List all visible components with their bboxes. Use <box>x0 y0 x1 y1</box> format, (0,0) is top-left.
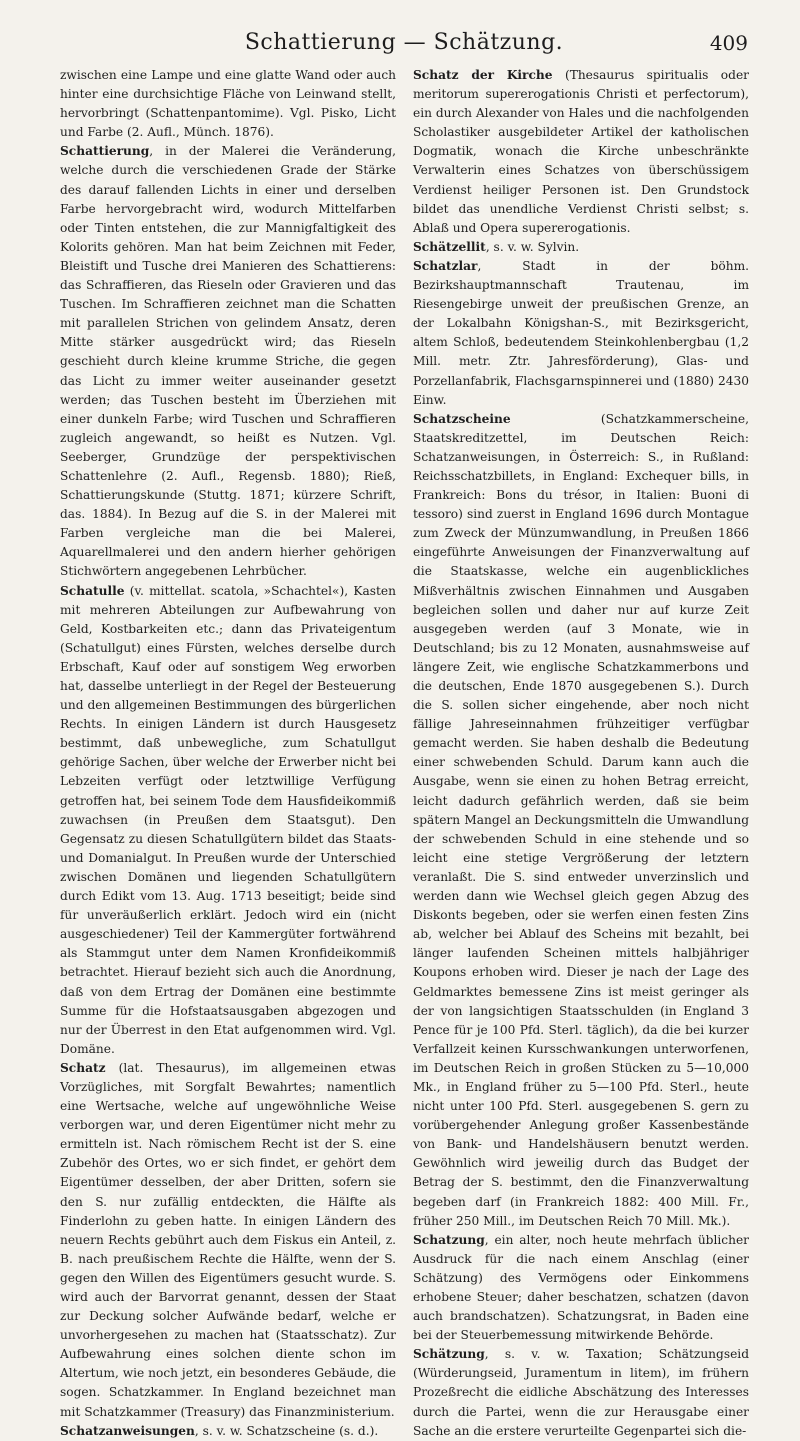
entry <box>60 142 396 581</box>
entry-lemma: Schatulle <box>60 583 125 598</box>
entry-lemma: Schatzanweisungen <box>60 1423 195 1438</box>
entry <box>413 1345 749 1440</box>
entry-text: (Thesaurus spiritualis oder meritorum supererogationis Christi et perfectorum), ein durch Alexander von Hales und die nachfolgenden Scholastiker ausgebildeter Artikel der katholischen Dogmatik, wonach die Kirche unbeschränkte Verwalterin eines Schatzes von überschüssigem Verdienst heiliger Personen ist. Den Grundstock bildet das unendliche Verdienst Christi selbst; s. Ablaß und Opera supererogationis. <box>413 68 749 235</box>
entry-lemma: Schätzung <box>413 1347 485 1362</box>
entry-text: (v. mittellat. scatola, »Schachtel«), Kasten mit mehreren Abteilungen zur Aufbewahrung von Geld, Kostbarkeiten etc.; dann das Privateigentum (Schatullgut) eines Fürsten, welches derselbe durch Erbschaft, Kauf oder auf sonstigem Weg erworben hat, dasselbe unterliegt in der Regel der Besteuerung und den allgemeinen Bestimmungen des bürgerlichen Rechts. In einigen Ländern ist durch Hausgesetz bestimmt, daß unbewegliche, zum Schatullgut gehörige Sachen, über welche der Erwerber nicht bei Lebzeiten verfügt oder letztwillige Verfügung getroffen hat, bei seinem Tode dem Hausfideikommiß zuwachsen (in Preußen dem Staatsgut). Den Gegensatz zu diesen Schatullgütern bildet das Staats- und Domanialgut. In Preußen wurde der Unterschied zwischen Domänen und liegenden Schatullgütern durch Edikt vom 13. Aug. 1713 beseitigt; beide sind für unveräußerlich erklärt. Jedoch wird ein (nicht ausgeschiedener) Teil der Kammergüter fortwährend als Stammgut unter dem Namen Kronfideikommiß betrachtet. Hierauf bezieht sich auch die Anordnung, daß von dem Ertrag der Domänen eine bestimmte Summe für die Hofstaatsausgaben abgezogen und nur der Überrest in den Etat aufgenommen wird. Vgl. Domäne. <box>60 583 396 1056</box>
entry <box>413 238 749 257</box>
entry <box>60 1422 396 1441</box>
running-head: Schattierung — Schätzung. <box>244 30 564 55</box>
entry-text: , ein alter, noch heute mehrfach üblicher Ausdruck für die nach einem Anschlag (einer Schätzung) des Vermögens oder Einkommens erhobene Steuer; daher beschatzen, schatzen (davon auch brandschatzen). Schatzungsrat, in Baden eine bei der Steuerbemessung mitwirkende Behörde. <box>413 1232 749 1343</box>
entry <box>413 410 749 1231</box>
entry-lemma: Schätzellit <box>413 239 486 254</box>
page-header <box>60 30 748 60</box>
entry-text: , Stadt in der böhm. Bezirkshauptmannschaft Trautenau, im Riesengebirge unweit der preußischen Grenze, an der Lokalbahn Königshan-S., mit Bezirksgericht, altem Schloß, bedeutendem Steinkohlenbergbau (1,2 Mill. metr. Ztr. Jahresförderung), Glas- und Porzellanfabrik, Flachsgarnspinnerei und (1880) 2430 Einw. <box>413 258 749 407</box>
page-number: 409 <box>709 31 748 55</box>
entry-text: , s. v. w. Sylvin. <box>485 239 580 254</box>
entry <box>413 1231 749 1346</box>
entry-lemma: Schattierung <box>60 144 150 159</box>
entry-text: zwischen eine Lampe und eine glatte Wand oder auch hinter eine durchsichtige Fläche von Leinwand stellt, hervorbringt (Schattenpantomime). Vgl. Pisko, Licht und Farbe (2. Aufl., Münch. 1876). <box>60 68 396 140</box>
entry <box>413 66 749 238</box>
entry-lemma: Schatzscheine <box>413 411 511 426</box>
right-column <box>413 66 749 1441</box>
entry-text: , s. v. w. Taxation; Schätzungseid (Würderungseid, Juramentum in litem), im frühern Prozeßrecht die eidliche Abschätzung des Interesses durch die Partei, wenn die zur Herausgabe einer Sache an die erstere verurteilte Gegenpartei sich die- <box>413 1347 749 1438</box>
entry <box>413 257 749 410</box>
entry-lemma: Schatz <box>60 1060 106 1075</box>
entry <box>60 66 396 142</box>
entry-lemma: Schatz der Kirche <box>413 68 553 82</box>
entry-text: , in der Malerei die Veränderung, welche durch die verschiedenen Grade der Stärke des darauf fallenden Lichts in einer und derselben Farbe hervorgebracht wird, wodurch Mittelfarben oder Tinten entstehen, die zur Mannigfaltigkeit des Kolorits gehören. Man hat beim Zeichnen mit Feder, Bleistift und Tusche drei Manieren des Schattierens: das Schraffieren, das Rieseln oder Gravieren und das Tuschen. Im Schraffieren zeichnet man die Schatten mit parallelen Strichen von gelindem Ansatz, deren Mitte stärker ausgedrückt wird; das Rieseln geschieht durch kleine krumme Striche, die gegen das Licht zu immer weiter auseinander gesetzt werden; das Tuschen besteht im Überziehen mit einer dunkeln Farbe; wird Tuschen und Schraffieren zugleich angewandt, so heißt es Nutzen. Vgl. Seeberger, Grundzüge der perspektivischen Schattenlehre (2. Aufl., Regensb. 1880); Rieß, Schattierungskunde (Stuttg. 1871; kürzere Schrift, das. 1884). In Bezug auf die S. in der Malerei mit Farben vergleiche man die bei Malerei, Aquarellmalerei und den andern hierher gehörigen Stichwörtern angegebenen Lehrbücher. <box>60 144 396 579</box>
entry-lemma: Schatzung <box>413 1232 485 1247</box>
entry-text: , s. v. w. Schatzscheine (s. d.). <box>194 1423 379 1438</box>
left-column <box>60 66 396 1441</box>
entry <box>60 1059 396 1422</box>
entry-lemma: Schatzlar <box>413 258 478 273</box>
entry <box>60 582 396 1059</box>
entry-text: (Schatzkammerscheine, Staatskreditzettel, im Deutschen Reich: Schatzanweisungen, in Österreich: S., in Rußland: Reichsschatzbillets, in England: Exchequer bills, in Frankreich: Bons du trésor, in Italien: Buoni di tessoro) sind zuerst in England 1696 durch Montague zum Zweck der Münzumwandlung, in Preußen 1866 eingeführte Anweisungen der Finanzverwaltung auf die Staatskasse, welche ein augenblickliches Mißverhältnis zwischen Einnahmen und Ausgaben begleichen sollen und daher nur auf kurze Zeit ausgegeben werden (auf 3 Monate, wie in Deutschland; bis zu 12 Monaten, ausnahmsweise auf längere Zeit, wie englische Schatzkammerbons und die deutschen, Ende 1870 ausgegebenen S.). Durch die S. sollen sicher eingehende, aber noch nicht fällige Jahreseinnahmen frühzeitiger verfügbar gemacht werden. Sie haben deshalb die Bedeutung einer schwebenden Schuld. Darum kann auch die Ausgabe, wenn sie einen zu hohen Betrag erreicht, leicht dadurch gefährlich werden, daß sie beim spätern Mangel an Deckungsmitteln die Umwandlung der schwebenden Schuld in eine stehende und so leicht eine stetige Vergrößerung der letztern veranlaßt. Die S. sind entweder unverzinslich und werden dann wie Wechsel gleich gegen Abzug des Diskonts begeben, oder sie werfen einen festen Zins ab, welcher bei Ablauf des Scheins mit bezahlt, bei länger laufenden Scheinen mittels halbjähriger Koupons erhoben wird. Dieser je nach der Lage des Geldmarktes bemessene Zins ist meist geringer als der von langsichtigen Staatsschulden (in England 3 Pence für je 100 Pfd. Sterl. täglich), da die bei kurzer Verfallzeit keinen Kursschwankungen unterworfenen, im Deutschen Reich in großen Stücken zu 5—10,000 Mk., in England früher zu 5—100 Pfd. Sterl., heute nicht unter 100 Pfd. Sterl. ausgegebenen S. gern zu vorübergehender Anlegung großer Kassenbestände von Bank- und Handelshäusern benutzt werden. Gewöhnlich wird jeweilig durch das Budget der Betrag der S. bestimmt, den die Finanzverwaltung begeben darf (in Frankreich 1882: 400 Mill. Fr., früher 250 Mill., im Deutschen Reich 70 Mill. Mk.). <box>413 411 749 1228</box>
entry-text: (lat. Thesaurus), im allgemeinen etwas Vorzügliches, mit Sorgfalt Bewahrtes; namentlich eine Wertsache, welche auf ungewöhnliche Weise verborgen war, und deren Eigentümer nicht mehr zu ermitteln ist. Nach römischem Recht ist der S. eine Zubehör des Ortes, wo er sich findet, er gehört dem Eigentümer desselben, der aber Dritten, sofern sie den S. nur zufällig entdeckten, die Hälfte als Finderlohn zu geben hatte. In einigen Ländern des neuern Rechts gebührt auch dem Fiskus ein Anteil, z. B. nach preußischem Rechte die Hälfte, wenn der S. gegen den Willen des Eigentümers gesucht wurde. S. wird auch der Barvorrat genannt, dessen der Staat zur Deckung solcher Aufwände bedarf, welche er unvorhergesehen zu machen hat (Staatsschatz). Zur Aufbewahrung eines solchen diente schon im Altertum, wie noch jetzt, ein besonderes Gebäude, die sogen. Schatzkammer. In England bezeichnet man mit Schatzkammer (Treasury) das Finanzministerium. <box>60 1060 396 1419</box>
